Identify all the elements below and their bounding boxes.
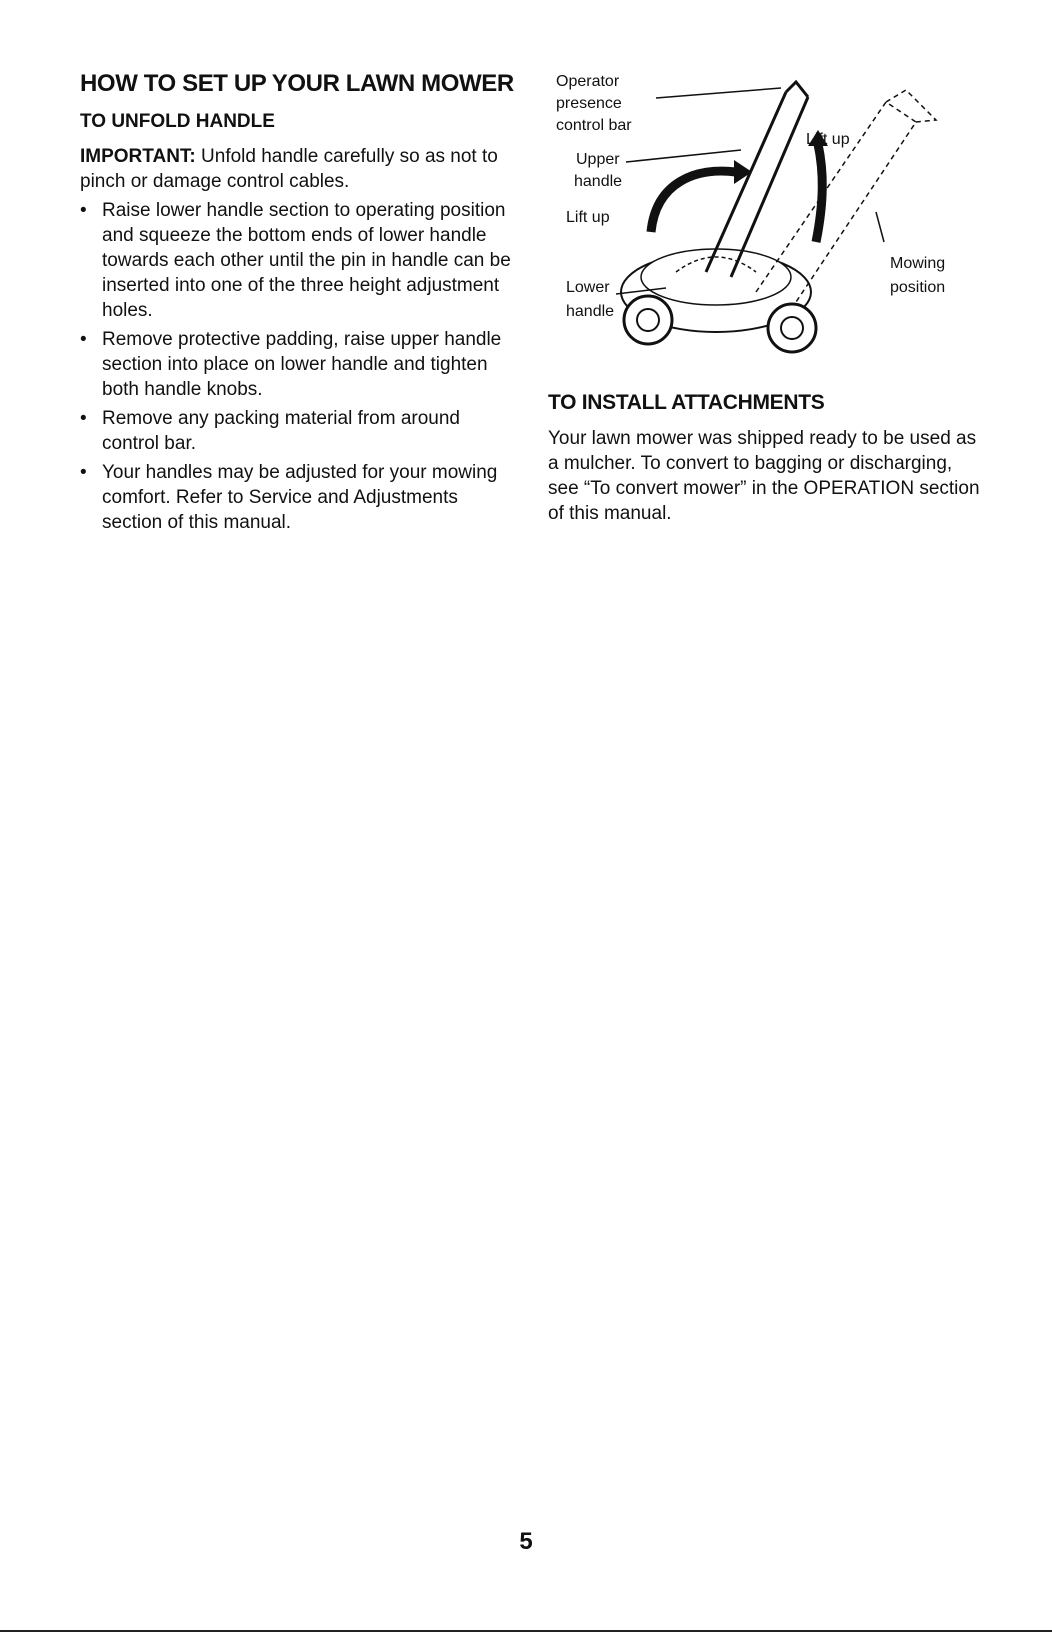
mowing-position-grip [886, 90, 936, 122]
instruction-list [80, 198, 520, 535]
label-lift-up-left: Lift up [566, 209, 610, 226]
label-lift-up-right: Lift up [806, 131, 850, 148]
attachments-section [548, 390, 988, 526]
label-lower-handle: handle [566, 303, 615, 320]
instruction-item: • Your handles may be adjusted for your mowing comfort. Refer to Service and Adjustments section of this manual. [80, 460, 520, 535]
lawn-mower-diagram [556, 62, 976, 362]
setup-section [80, 70, 520, 539]
front-wheel [624, 296, 672, 344]
lift-arrow-head-left [734, 160, 752, 184]
attachments-text: Your lawn mower was shipped ready to be used as a mulcher. To convert to bagging or discharging, see “To convert mower” in the OPERATION section of this manual. [548, 428, 980, 524]
label-upper-handle: handle [574, 173, 623, 190]
lift-up-arrow-left [651, 171, 736, 232]
instruction-item: • Remove any packing material from around control bar. [80, 406, 520, 456]
label-operator: Operator [556, 73, 620, 90]
important-text: Unfold handle carefully so as not to pinch or damage control cables. [80, 146, 498, 192]
page-number: 5 [519, 1528, 533, 1555]
label-control-bar: control bar [556, 117, 632, 134]
instruction-item: • Raise lower handle section to operating position and squeeze the bottom ends of lower handle towards each other until the pin in handle can be inserted into one of the three height adjustment holes. [80, 198, 520, 323]
page-title: HOW TO SET UP YOUR LAWN MOWER [80, 70, 514, 97]
upper-handle-grip [786, 82, 808, 97]
label-mowing: Mowing [890, 255, 946, 272]
instruction-item: • Remove protective padding, raise upper handle section into place on lower handle and tighten both handle knobs. [80, 327, 520, 402]
label-lower: Lower [566, 279, 610, 296]
leader-upper-handle [626, 150, 741, 162]
bottom-rule [0, 1630, 1052, 1632]
leader-operator-bar [656, 88, 781, 98]
label-position: position [890, 279, 946, 296]
section-title-attachments: TO INSTALL ATTACHMENTS [548, 391, 825, 414]
lift-up-arrow-right [816, 144, 822, 242]
leader-mowing-position [876, 212, 884, 242]
important-note [80, 144, 520, 194]
label-upper: Upper [576, 151, 620, 168]
label-presence: presence [556, 95, 622, 112]
mower-illustration [556, 62, 976, 362]
important-label: IMPORTANT: [80, 146, 196, 167]
rear-wheel [768, 304, 816, 352]
section-title-unfold-handle: TO UNFOLD HANDLE [80, 111, 275, 132]
